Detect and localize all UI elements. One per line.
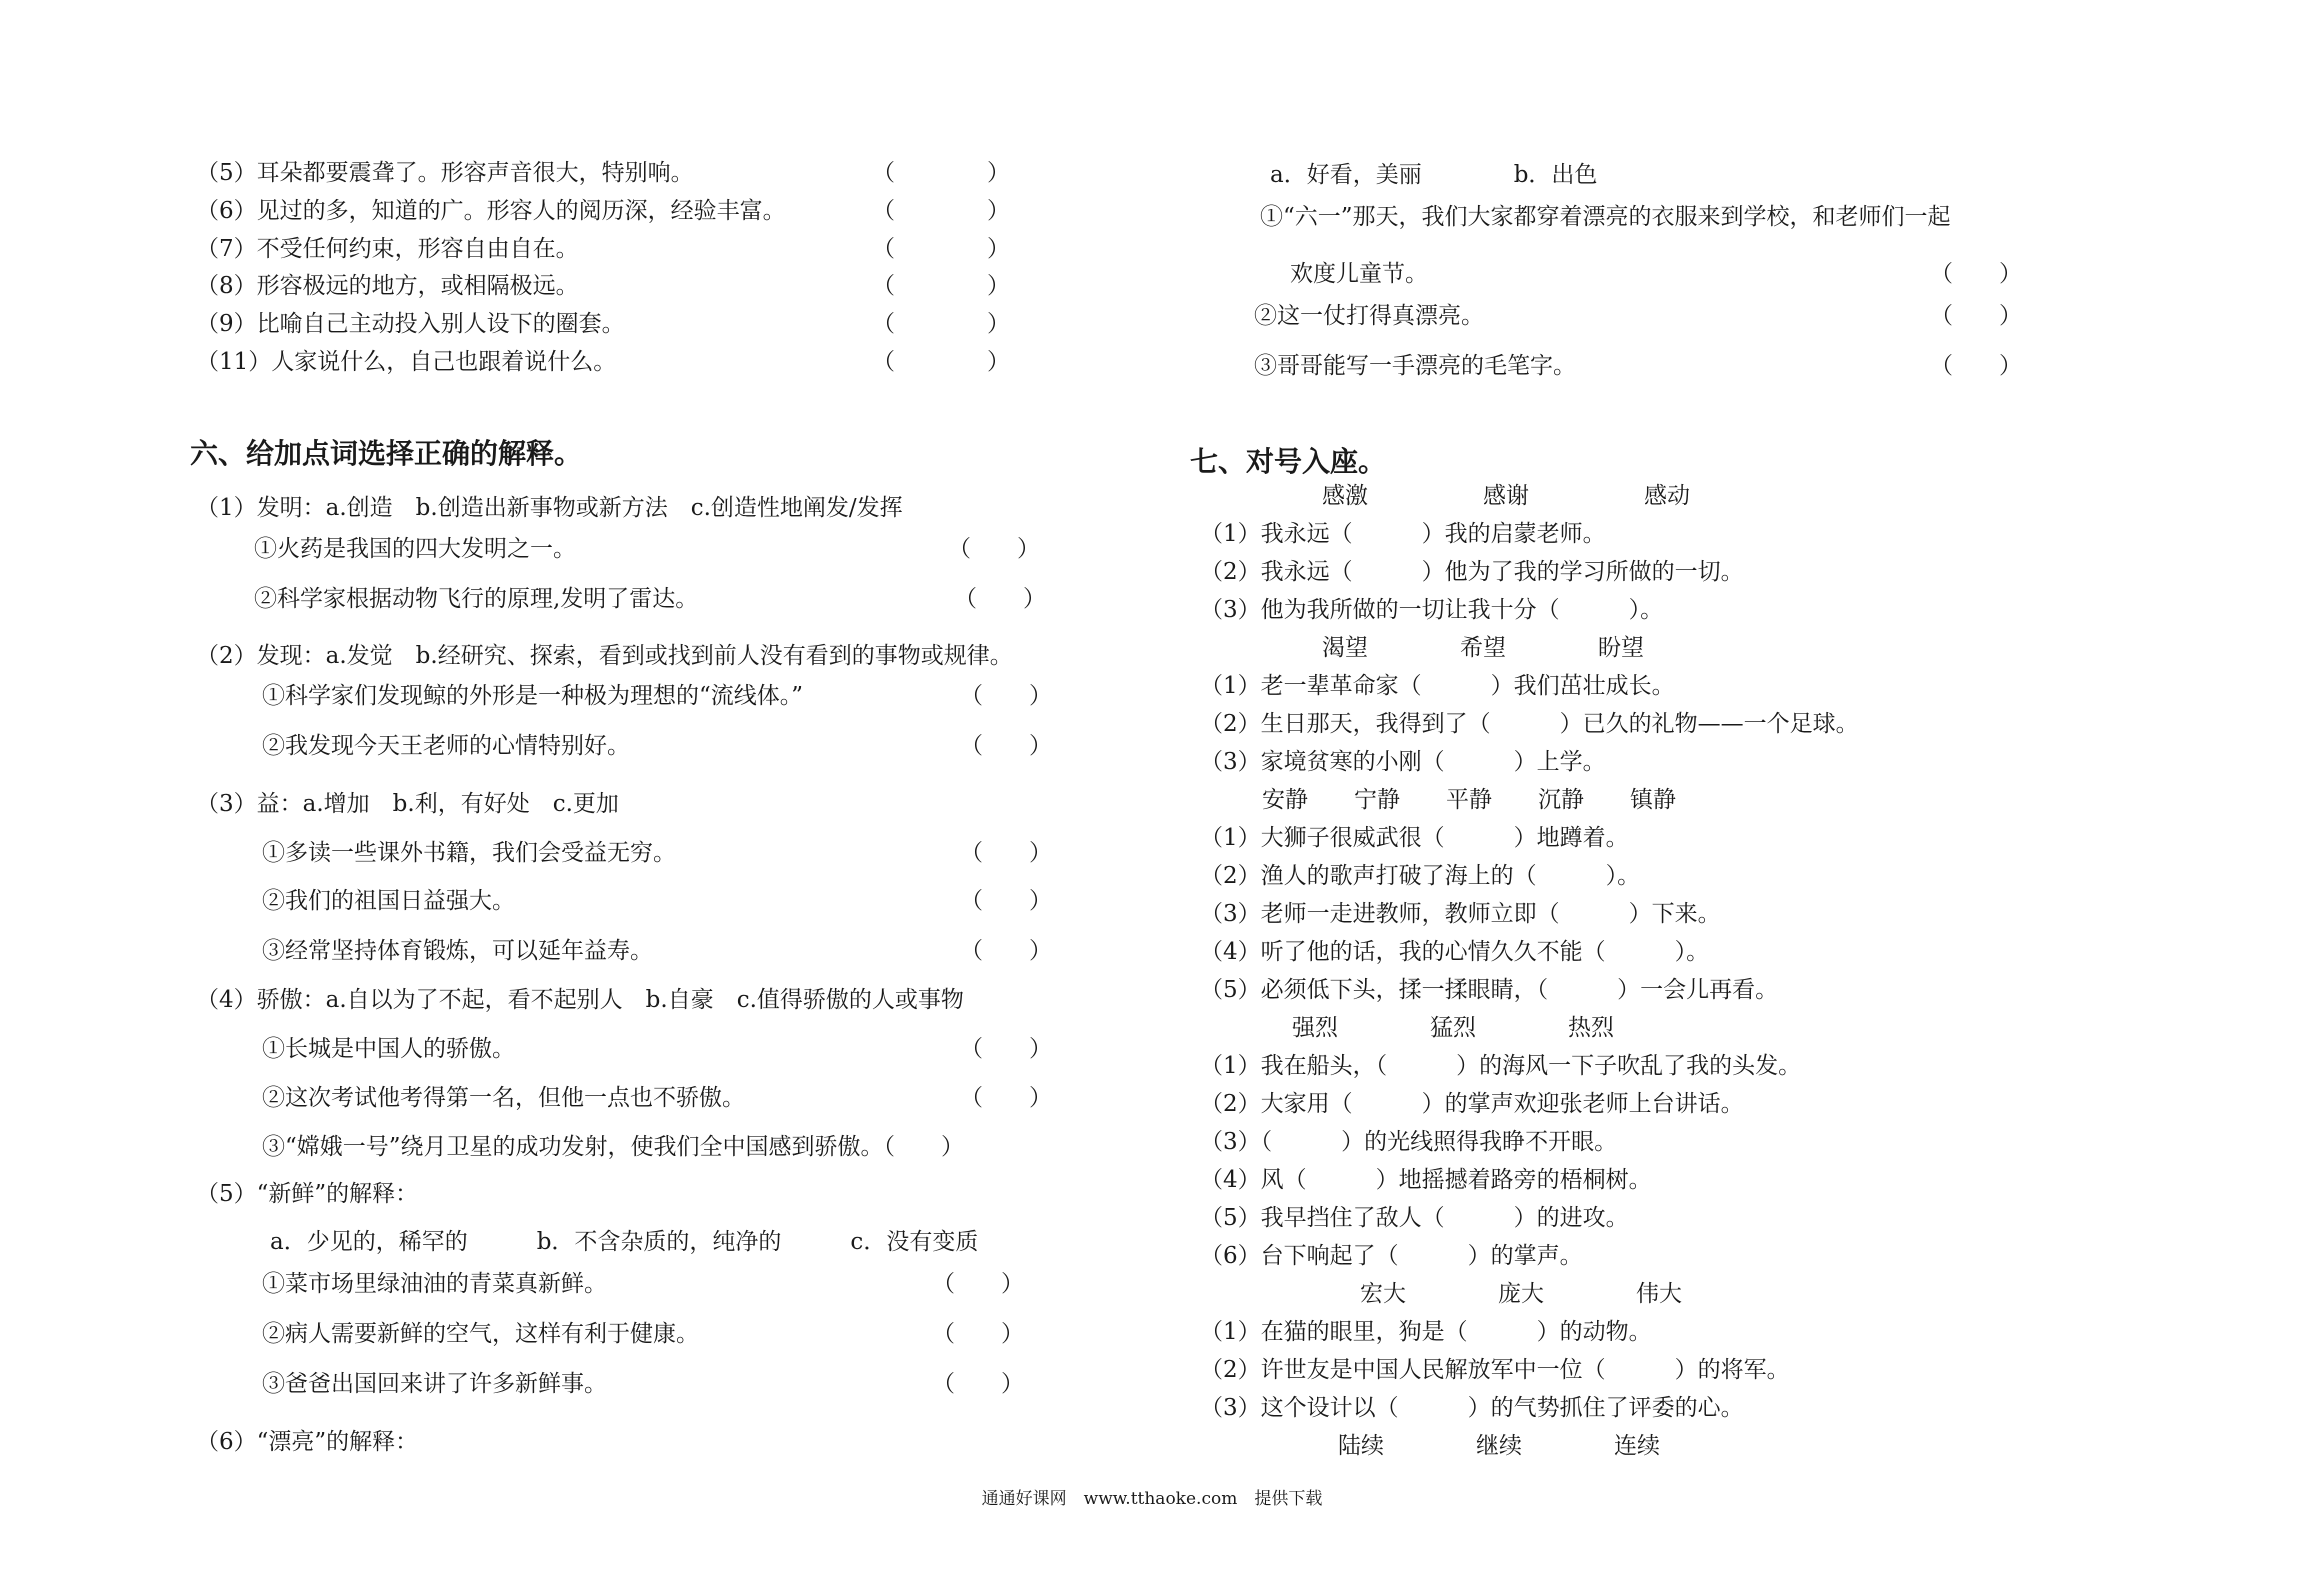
- word-choices: 宏大 庞大 伟大: [1360, 1281, 1682, 1307]
- word-choices: 安静 宁静 平静 沉静 镇静: [1262, 787, 1676, 813]
- list-item: （5）耳朵都要震聋了。形容声音很大，特别响。: [196, 160, 694, 186]
- options-line: a．少见的，稀罕的 b．不含杂质的，纯净的 c．没有变质: [270, 1229, 979, 1255]
- sub-question: ②这次考试他考得第一名，但他一点也不骄傲。: [262, 1085, 745, 1111]
- question-header: （2）发现：a.发觉 b.经研究、探索，看到或找到前人没有看到的事物或规律。: [196, 643, 1013, 669]
- question-header: （3）益：a.增加 b.利，有好处 c.更加: [196, 791, 619, 817]
- fill-item: （5）必须低下头，揉一揉眼睛，（ ）一会儿再看。: [1200, 977, 1779, 1003]
- fill-item: （1）老一辈革命家（ ）我们茁壮成长。: [1200, 673, 1675, 699]
- sub-question: ③哥哥能写一手漂亮的毛笔字。: [1254, 353, 1576, 379]
- fill-item: （3）家境贫寒的小刚（ ）上学。: [1200, 749, 1606, 775]
- fill-item: （1）在猫的眼里，狗是（ ）的动物。: [1200, 1319, 1652, 1345]
- answer-blank[interactable]: （ ）: [932, 1321, 1024, 1347]
- fill-item: （2）许世友是中国人民解放军中一位（ ）的将军。: [1200, 1357, 1790, 1383]
- question-header: （4）骄傲：a.自以为了不起，看不起别人 b.自豪 c.值得骄傲的人或事物: [196, 987, 964, 1013]
- word-choices: 强烈 猛烈 热烈: [1292, 1015, 1614, 1041]
- fill-item: （3）他为我所做的一切让我十分（ ）。: [1200, 597, 1664, 623]
- question-header: （1）发明：a.创造 b.创造出新事物或新方法 c.创造性地阐发/发挥: [196, 495, 903, 521]
- answer-blank[interactable]: （ ）: [954, 586, 1046, 612]
- sub-question: ③“嫦娥一号”绕月卫星的成功发射，使我们全中国感到骄傲。（ ）: [262, 1134, 965, 1160]
- sub-question: ①“六一”那天，我们大家都穿着漂亮的衣服来到学校，和老师们一起: [1260, 204, 1951, 230]
- sub-question: ②这一仗打得真漂亮。: [1254, 303, 1484, 329]
- fill-item: （5）我早挡住了敌人（ ）的进攻。: [1200, 1205, 1629, 1231]
- question-header: （6）“漂亮”的解释：: [196, 1429, 419, 1455]
- list-item: （6）见过的多，知道的广。形容人的阅历深，经验丰富。: [196, 198, 786, 224]
- question-header: （5）“新鲜”的解释：: [196, 1181, 419, 1207]
- sub-question-cont: 欢度儿童节。: [1290, 261, 1428, 287]
- fill-item: （3）老师一走进教师，教师立即（ ）下来。: [1200, 901, 1721, 927]
- answer-blank[interactable]: （ ）: [872, 236, 1010, 262]
- answer-blank[interactable]: （ ）: [1930, 261, 2022, 287]
- answer-blank[interactable]: （ ）: [872, 160, 1010, 186]
- answer-blank[interactable]: （ ）: [872, 273, 1010, 299]
- answer-blank[interactable]: （ ）: [960, 733, 1052, 759]
- options-line: a．好看，美丽 b．出色: [1270, 162, 1598, 188]
- list-item: （11）人家说什么，自己也跟着说什么。: [196, 349, 617, 375]
- answer-blank[interactable]: （ ）: [960, 840, 1052, 866]
- answer-blank[interactable]: （ ）: [960, 888, 1052, 914]
- answer-blank[interactable]: （ ）: [1930, 303, 2022, 329]
- list-item: （8）形容极远的地方，或相隔极远。: [196, 273, 579, 299]
- answer-blank[interactable]: （ ）: [872, 349, 1010, 375]
- page-footer: 通通好课网 www.tthaoke.com 提供下载: [981, 1489, 1323, 1509]
- sub-question: ①多读一些课外书籍，我们会受益无穷。: [262, 840, 676, 866]
- answer-blank[interactable]: （ ）: [960, 938, 1052, 964]
- answer-blank[interactable]: （ ）: [872, 311, 1010, 337]
- fill-item: （6）台下响起了（ ）的掌声。: [1200, 1243, 1583, 1269]
- sub-question: ①科学家们发现鲸的外形是一种极为理想的“流线体。”: [262, 683, 804, 709]
- fill-item: （2）我永远（ ）他为了我的学习所做的一切。: [1200, 559, 1744, 585]
- list-item: （9）比喻自己主动投入别人设下的圈套。: [196, 311, 625, 337]
- fill-item: （2）生日那天，我得到了（ ）已久的礼物——一个足球。: [1200, 711, 1859, 737]
- answer-blank[interactable]: （ ）: [932, 1271, 1024, 1297]
- sub-question: ②我发现今天王老师的心情特别好。: [262, 733, 630, 759]
- sub-question: ②病人需要新鲜的空气，这样有利于健康。: [262, 1321, 699, 1347]
- list-item: （7）不受任何约束，形容自由自在。: [196, 236, 579, 262]
- answer-blank[interactable]: （ ）: [872, 198, 1010, 224]
- sub-question: ①火药是我国的四大发明之一。: [254, 536, 576, 562]
- answer-blank[interactable]: （ ）: [960, 683, 1052, 709]
- answer-blank[interactable]: （ ）: [932, 1371, 1024, 1397]
- answer-blank[interactable]: （ ）: [948, 536, 1040, 562]
- word-choices: 渴望 希望 盼望: [1322, 635, 1644, 661]
- sub-question: ③爸爸出国回来讲了许多新鲜事。: [262, 1371, 607, 1397]
- sub-question: ①长城是中国人的骄傲。: [262, 1036, 515, 1062]
- fill-item: （2）渔人的歌声打破了海上的（ ）。: [1200, 863, 1641, 889]
- fill-item: （3）这个设计以（ ）的气势抓住了评委的心。: [1200, 1395, 1744, 1421]
- word-choices: 陆续 继续 连续: [1338, 1433, 1660, 1459]
- sub-question: ③经常坚持体育锻炼，可以延年益寿。: [262, 938, 653, 964]
- sub-question: ①菜市场里绿油油的青菜真新鲜。: [262, 1271, 607, 1297]
- fill-item: （1）我在船头，（ ）的海风一下子吹乱了我的头发。: [1200, 1053, 1802, 1079]
- fill-item: （2）大家用（ ）的掌声欢迎张老师上台讲话。: [1200, 1091, 1744, 1117]
- sub-question: ②科学家根据动物飞行的原理,发明了雷达。: [254, 586, 699, 612]
- section6-title: 六、给加点词选择正确的解释。: [190, 437, 583, 470]
- fill-item: （3）（ ）的光线照得我睁不开眼。: [1200, 1129, 1618, 1155]
- fill-item: （1）我永远（ ）我的启蒙老师。: [1200, 521, 1606, 547]
- fill-item: （4）听了他的话，我的心情久久不能（ ）。: [1200, 939, 1710, 965]
- fill-item: （4）风（ ）地摇撼着路旁的梧桐树。: [1200, 1167, 1652, 1193]
- answer-blank[interactable]: （ ）: [960, 1085, 1052, 1111]
- word-choices: 感激 感谢 感动: [1322, 483, 1690, 509]
- section7-title: 七、对号入座。: [1190, 445, 1387, 478]
- answer-blank[interactable]: （ ）: [960, 1036, 1052, 1062]
- answer-blank[interactable]: （ ）: [1930, 353, 2022, 379]
- sub-question: ②我们的祖国日益强大。: [262, 888, 515, 914]
- fill-item: （1）大狮子很威武很（ ）地蹲着。: [1200, 825, 1629, 851]
